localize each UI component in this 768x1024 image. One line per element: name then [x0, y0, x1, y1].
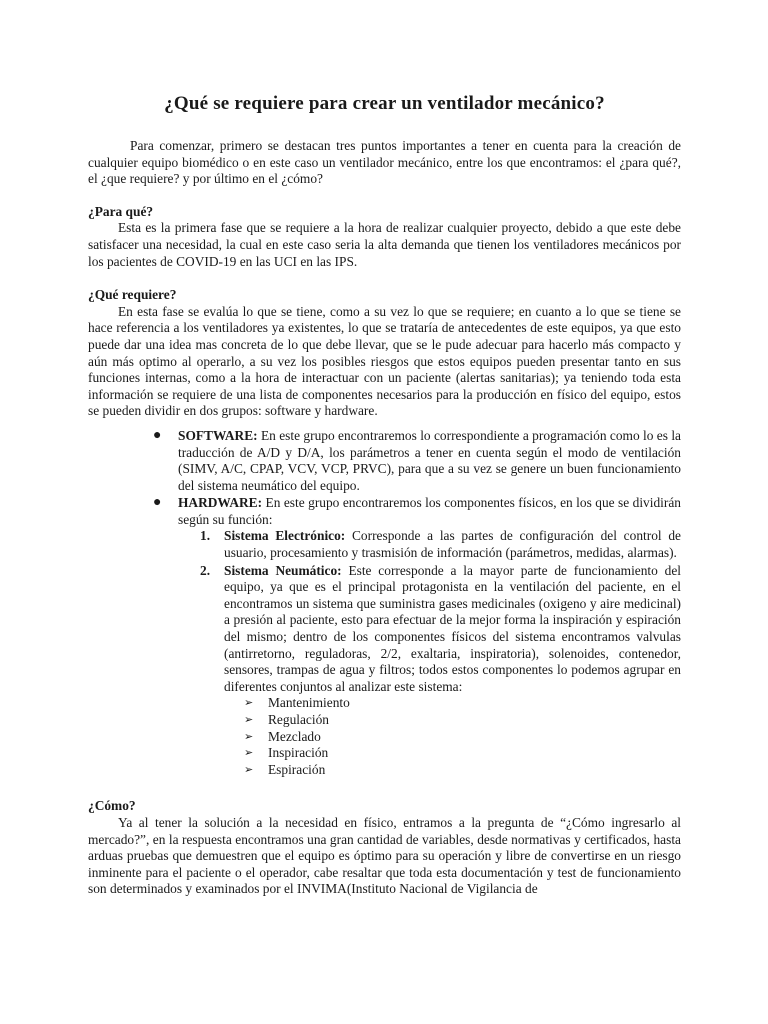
list-number: 2. — [200, 562, 211, 578]
section-heading-como: ¿Cómo? — [88, 798, 136, 814]
list-item-hardware — [153, 495, 682, 778]
list-item — [244, 761, 681, 779]
section-heading-para-que: ¿Para qué? — [88, 203, 154, 219]
arrow-bullet-icon: ➢ — [244, 714, 254, 726]
page-title: ¿Qué se requiere para crear un ventilador mecánico? — [164, 93, 605, 114]
software-text: En este grupo encontraremos lo correspondiente a programación como lo es la traducción de A/D y D/A, los parámetros a tener en cuenta según el modo de ventilación (SIMV, A/C, CPAP, VCV, VCP, PRVC), para que a su vez se genere un buen funcionamiento del sistema neumático del equipo. — [178, 427, 681, 493]
list-item — [244, 712, 681, 729]
subsystem-label: Sistema Neumático: — [224, 562, 342, 578]
software-label: SOFTWARE: — [178, 427, 258, 443]
group-label: Mezclado — [268, 728, 321, 744]
group-label: Mantenimiento — [268, 695, 350, 711]
section-text-como: Ya al tener la solución a la necesidad en físico, entramos a la pregunta de “¿Cómo ingresarlo al mercado?”, en la respuesta encontramos una gran cantidad de variables, desde normativas y certificados, hasta arduas pruebas que demuestren que el equipo es óptimo para su operación y libre de convertirse en un riesgo inminente para el paciente o el operador, cabe resaltar que toda esta documentación y test de funcionamiento son determinados y examinados por el INVIMA(Instituto Nacional de Vigilancia de — [88, 814, 681, 897]
subsystem-label: Sistema Electrónico: — [224, 528, 346, 544]
group-label: Regulación — [268, 712, 329, 727]
section-text-para-que: Esta es la primera fase que se requiere a la hora de realizar cualquier proyecto, debido a que este debe satisfacer una necesidad, la cual en este caso seria la alta demanda que tienen los ventiladores mecánicos por los pacientes de COVID-19 en las UCI en las IPS. — [88, 220, 681, 269]
component-groups-list — [88, 428, 681, 778]
subsystem-text: Corresponde a las partes de configuración del control de usuario, procesamiento y trasmisión de información (parámetros, medidas, alarmas). — [224, 528, 681, 561]
arrow-bullet-icon: ➢ — [244, 730, 254, 743]
group-label: Espiración — [268, 761, 326, 777]
hardware-text: En este grupo encontraremos los componentes físicos, en los que se dividirán según su función: — [178, 495, 681, 527]
arrow-bullet-icon: ➢ — [244, 747, 254, 760]
arrow-bullet-icon: ➢ — [244, 763, 254, 776]
list-item-software — [153, 427, 681, 494]
subsystem-text: Este corresponde a la mayor parte de funcionamiento del equipo, ya que es el principal protagonista en la ventilación del paciente, en el encontramos un sistema que suministra gases medicinales (oxigeno y aire medicinal) a presión al paciente, esto para efectuar de la mejor forma la inspiración y espiración del mismo; dentro de los componentes físicos del sistema encontramos valvulas (antirretorno, reguladoras, 2/2, exaltaria, inspiratoria), solenoides, contenedor, sensores, trampas de agua y filtros; todos estos componentes lo podemos agrupar en diferentes conjuntos al analizar este sistema: — [224, 562, 682, 694]
intro-paragraph: Para comenzar, primero se destacan tres puntos importantes a tener en cuenta para la creación de cualquier equipo biomédico o en este caso un ventilador mecánico, entre los que encontramos: el ¿para qué?, el ¿que requiere? y por último en el ¿cómo? — [88, 138, 681, 187]
list-item — [244, 728, 681, 746]
list-item-sistema-neumatico — [200, 562, 682, 779]
list-item — [244, 695, 681, 712]
group-label: Inspiración — [268, 745, 329, 761]
bullet-icon: ● — [153, 495, 162, 511]
section-text-que-requiere: En esta fase se evalúa lo que se tiene, como a su vez lo que se requiere; en cuanto a lo que se tiene se hace referencia a los ventiladores ya existentes, lo que se trataría de antecedentes de este equipos, ya que esto puede dar una idea mas concreta de lo que debe llevar, que se le pude adecuar para hacerlo más compacto y aún más optimo al operarlo, a su vez los posibles riesgos que estos equipos pueden presentar tanto en sus funciones internas, como a la hora de interactuar con un paciente (alertas sanitarias); ya teniendo toda esta información se requiere de una lista de componentes necesarios para la producción en físico del equipo, estos se pueden dividir en dos grupos: software y hardware. — [88, 303, 681, 419]
arrow-bullet-icon: ➢ — [244, 697, 254, 710]
list-item-sistema-electronico — [200, 528, 681, 561]
subsystems-list — [178, 528, 681, 778]
hardware-label: HARDWARE: — [178, 495, 263, 511]
pneumatic-groups-list — [224, 695, 681, 778]
section-heading-que-requiere: ¿Qué requiere? — [88, 287, 177, 303]
bullet-icon: ● — [153, 427, 162, 443]
list-item — [244, 745, 681, 762]
list-number: 1. — [200, 528, 211, 544]
